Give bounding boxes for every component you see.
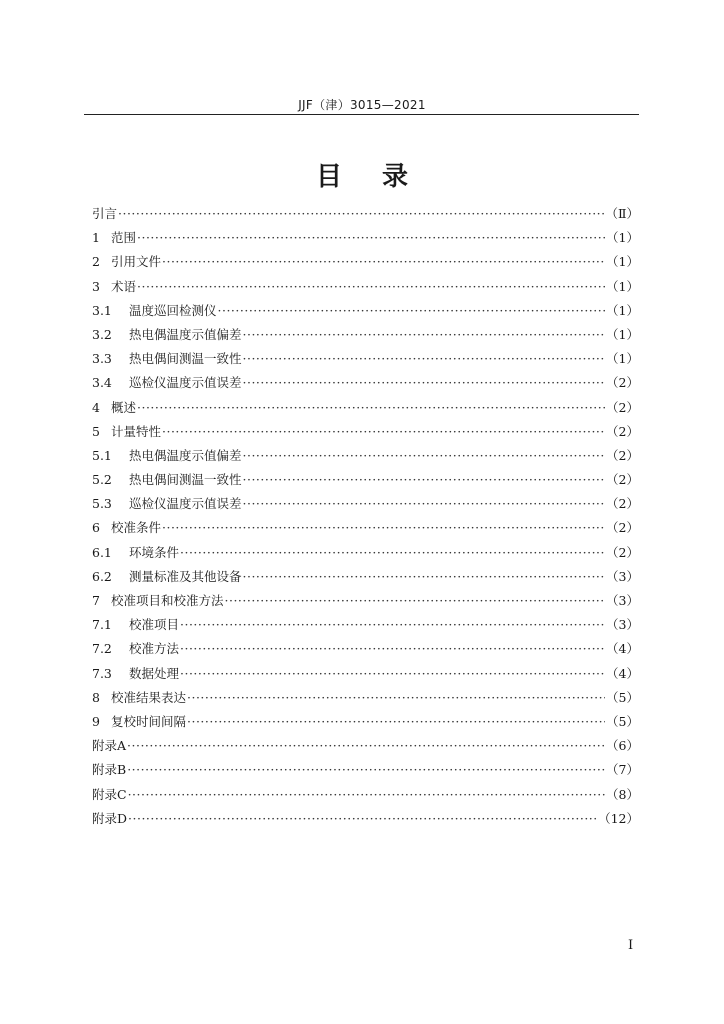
toc-entry[interactable]	[92, 591, 639, 615]
toc-leader-dots	[180, 641, 605, 656]
toc-leader-dots	[127, 738, 605, 753]
toc-entry-page: （2）	[606, 472, 639, 488]
toc-entry-page: （2）	[606, 496, 639, 512]
toc-entry-number: 1	[92, 230, 100, 246]
toc-entry[interactable]	[92, 422, 639, 446]
toc-entry-page: （4）	[606, 665, 639, 681]
toc-entry-number: 5.1	[92, 447, 112, 463]
toc-entry-page: （1）	[606, 254, 639, 270]
toc-entry-page: （6）	[606, 738, 639, 754]
toc-entry-label: 引用文件	[111, 254, 162, 270]
toc-leader-dots	[187, 690, 605, 705]
toc-entry-label: 校准方法	[129, 641, 180, 657]
toc-entry-page: （3）	[606, 568, 639, 584]
toc-entry[interactable]	[92, 252, 639, 276]
toc-entry-page: （1）	[606, 326, 639, 342]
toc-entry[interactable]	[92, 785, 639, 809]
toc-entry-page: （2）	[606, 375, 639, 391]
toc-entry-label: 热电偶温度示值偏差	[129, 447, 242, 463]
toc-leader-dots	[137, 230, 605, 245]
toc-entry[interactable]	[92, 688, 639, 712]
toc-entry[interactable]	[92, 204, 639, 228]
toc-entry[interactable]	[92, 809, 639, 833]
toc-leader-dots	[243, 448, 606, 463]
toc-entry-page: （1）	[606, 230, 639, 246]
toc-entry[interactable]	[92, 325, 639, 349]
toc-entry-page: （5）	[606, 713, 639, 729]
toc-entry-number: 3.2	[92, 326, 112, 342]
toc-entry[interactable]	[92, 301, 639, 325]
toc-entry-page: （12）	[598, 810, 639, 826]
toc-entry-label: 计量特性	[111, 423, 162, 439]
toc-entry-label: 温度巡回检测仪	[129, 302, 217, 318]
toc-entry[interactable]	[92, 398, 639, 422]
toc-entry-label: 校准项目和校准方法	[111, 593, 224, 608]
toc-entry-page: （2）	[606, 544, 639, 560]
toc-entry-number: 3.1	[92, 302, 112, 318]
toc-entry-label: 范围	[111, 230, 137, 246]
toc-entry-label: 热电偶温度示值偏差	[129, 326, 242, 342]
toc-leader-dots	[187, 714, 605, 729]
table-of-contents	[92, 204, 639, 833]
toc-entry-page: （1）	[606, 278, 639, 294]
toc-leader-dots	[225, 593, 606, 608]
toc-entry-page: （2）	[606, 423, 639, 439]
toc-entry[interactable]	[92, 543, 639, 567]
toc-leader-dots	[243, 496, 606, 511]
toc-entry-label: 热电偶间测温一致性	[129, 351, 242, 367]
toc-entry-label: 校准结果表达	[111, 689, 187, 705]
toc-entry-number: 5.3	[92, 496, 112, 512]
toc-entry-label: 热电偶间测温一致性	[129, 472, 242, 488]
header-divider	[84, 114, 639, 115]
toc-entry-label: 附录B	[92, 762, 127, 778]
toc-entry[interactable]	[92, 712, 639, 736]
toc-leader-dots	[218, 303, 606, 318]
toc-leader-dots	[137, 400, 605, 415]
toc-entry-page: （3）	[606, 593, 639, 608]
toc-entry[interactable]	[92, 349, 639, 373]
toc-leader-dots	[243, 327, 606, 342]
toc-leader-dots	[243, 569, 606, 584]
toc-entry-page: （3）	[606, 617, 639, 633]
toc-entry[interactable]	[92, 228, 639, 252]
toc-entry[interactable]	[92, 470, 639, 494]
toc-entry[interactable]	[92, 446, 639, 470]
toc-entry-label: 引言	[92, 206, 118, 221]
toc-title: 目录	[315, 162, 448, 192]
toc-entry-page: （8）	[606, 786, 639, 802]
toc-entry-page: （2）	[606, 399, 639, 415]
toc-entry-number: 8	[92, 689, 100, 705]
toc-entry-number: 5.2	[92, 472, 112, 488]
toc-entry[interactable]	[92, 518, 639, 542]
toc-entry-page: （2）	[606, 447, 639, 463]
toc-entry-number: 9	[92, 713, 100, 729]
toc-leader-dots	[128, 811, 597, 826]
toc-leader-dots	[128, 787, 605, 802]
toc-entry-number: 7	[92, 593, 100, 608]
toc-entry-page: （2）	[606, 520, 639, 536]
toc-entry-label: 巡检仪温度示值误差	[129, 375, 242, 391]
standard-code-header: JJF（津）3015—2021	[298, 98, 426, 112]
toc-entry[interactable]	[92, 615, 639, 639]
toc-entry-number: 2	[92, 254, 100, 270]
toc-leader-dots	[180, 666, 605, 681]
toc-entry-label: 附录C	[92, 786, 127, 802]
toc-entry-label: 校准项目	[129, 617, 180, 633]
toc-entry-number: 3	[92, 278, 100, 294]
toc-entry-page: （4）	[606, 641, 639, 657]
toc-leader-dots	[180, 617, 605, 632]
toc-entry-label: 复校时间间隔	[111, 713, 187, 729]
toc-entry-page: （1）	[606, 351, 639, 367]
toc-entry-label: 数据处理	[129, 665, 180, 681]
toc-entry-number: 7.3	[92, 665, 112, 681]
toc-entry-number: 6.1	[92, 544, 112, 560]
toc-entry-number: 6.2	[92, 568, 112, 584]
toc-leader-dots	[243, 472, 606, 487]
toc-leader-dots	[118, 206, 604, 221]
toc-entry-number: 5	[92, 423, 100, 439]
toc-entry-number: 7.2	[92, 641, 112, 657]
toc-entry[interactable]	[92, 760, 639, 784]
toc-entry-number: 3.4	[92, 375, 112, 391]
toc-leader-dots	[162, 520, 605, 535]
toc-entry-page: （5）	[606, 689, 639, 705]
toc-entry-page: （Ⅱ）	[605, 206, 639, 221]
toc-leader-dots	[243, 375, 606, 390]
toc-entry-number: 4	[92, 399, 100, 415]
toc-entry-label: 校准条件	[111, 520, 162, 536]
toc-entry-page: （7）	[606, 762, 639, 778]
toc-entry[interactable]	[92, 639, 639, 663]
toc-leader-dots	[180, 545, 605, 560]
toc-entry-label: 测量标准及其他设备	[129, 568, 242, 584]
toc-entry[interactable]	[92, 567, 639, 591]
toc-entry-number: 6	[92, 520, 100, 536]
toc-entry[interactable]	[92, 277, 639, 301]
toc-entry-label: 概述	[111, 399, 137, 415]
toc-entry[interactable]	[92, 664, 639, 688]
toc-leader-dots	[162, 424, 605, 439]
page-number: I	[628, 938, 634, 953]
toc-entry-label: 巡检仪温度示值误差	[129, 496, 242, 512]
toc-entry[interactable]	[92, 736, 639, 760]
toc-entry-page: （1）	[606, 302, 639, 318]
toc-entry-label: 附录D	[92, 810, 128, 826]
toc-entry[interactable]	[92, 373, 639, 397]
toc-entry-number: 3.3	[92, 351, 112, 367]
toc-leader-dots	[243, 351, 606, 366]
toc-entry-label: 环境条件	[129, 544, 180, 560]
toc-entry[interactable]	[92, 494, 639, 518]
toc-entry-label: 附录A	[92, 738, 127, 754]
toc-leader-dots	[127, 762, 605, 777]
toc-leader-dots	[137, 279, 605, 294]
toc-entry-label: 术语	[111, 278, 137, 294]
toc-leader-dots	[162, 254, 605, 269]
toc-entry-number: 7.1	[92, 617, 112, 633]
